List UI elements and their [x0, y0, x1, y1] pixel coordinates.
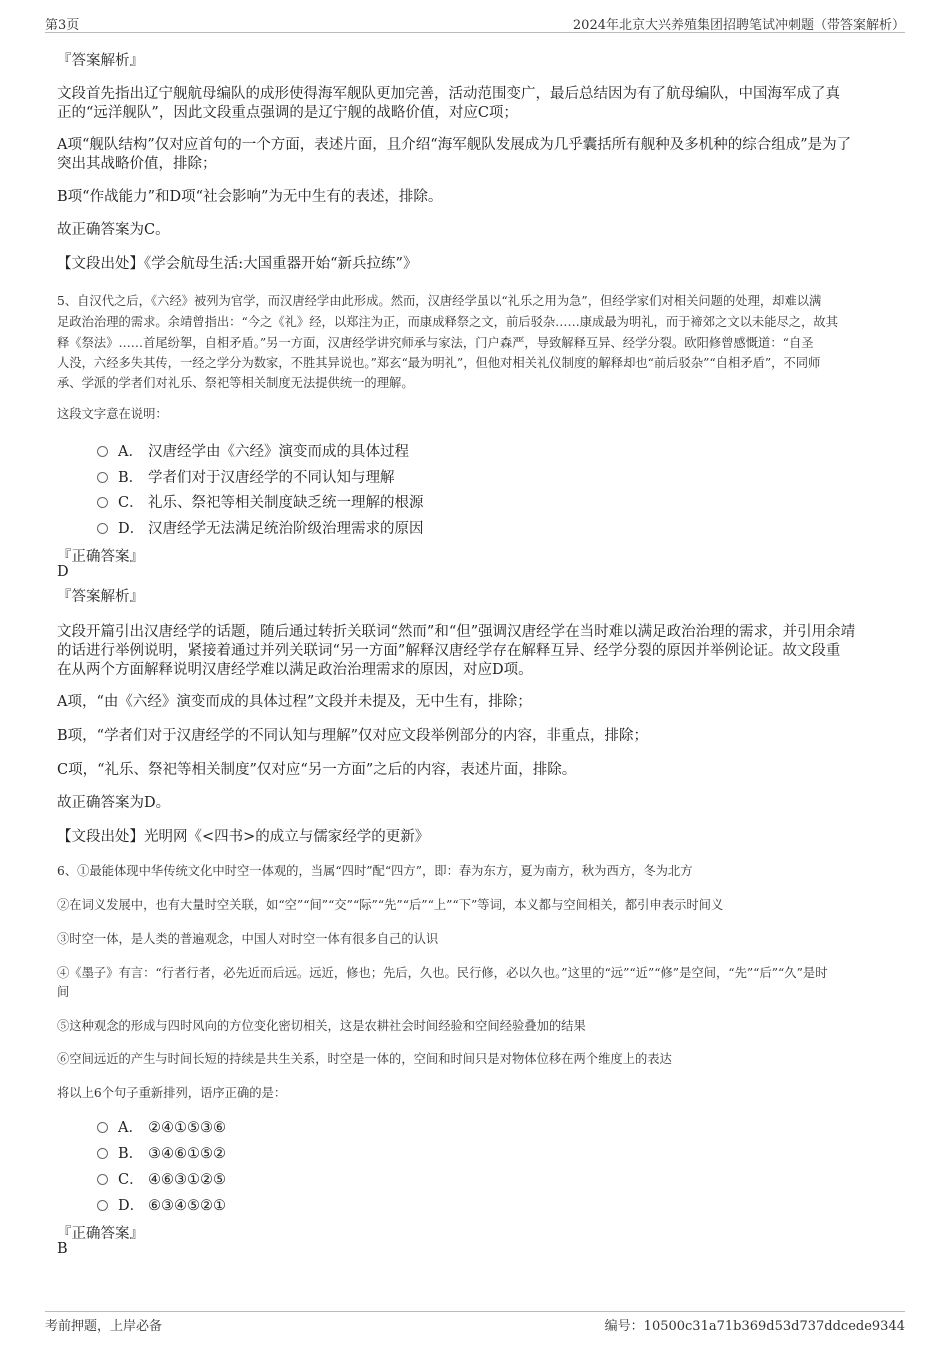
page-number: 第3页 [45, 18, 80, 33]
q4-analysis-p1b: 正的“远洋舰队”，因此文段重点强调的是辽宁舰的战略价值，对应C项； [57, 105, 518, 121]
q5-conclusion: 故正确答案为D。 [57, 795, 171, 811]
q5-analysis-p1b: 的话进行举例说明，紧接着通过并列关联词“另一方面”解释汉唐经学存在解释互异、经学分裂的原因并举例论证。故文段重 [57, 643, 841, 659]
q5-answer: D [57, 564, 69, 580]
q6-option-c[interactable]: C． ④⑥③①②⑤ [97, 1168, 226, 1189]
q4-source: 【文段出处】《学会航母生活:大国重器开始“新兵拉练”》 [57, 256, 418, 272]
page-header [45, 12, 905, 33]
q5-option-a[interactable]: A． 汉唐经学由《六经》演变而成的具体过程 [97, 440, 409, 461]
q6-sentence-6: ⑥空间远近的产生与时间长短的持续是共生关系，时空是一体的，空间和时间只是对物体位移在两个维度上的表达 [57, 1052, 672, 1066]
q5-option-d[interactable]: D． 汉唐经学无法满足统治阶级治理需求的原因 [97, 517, 424, 538]
q5-stem-line4: 人没，六经多失其传，一经之学分为数家，不胜其异说也。”郑玄“最为明礼”，但他对相关礼仪制度的解释却也“前后驳杂”“自相矛盾”，不同师 [57, 356, 821, 370]
q6-answer-label: 『正确答案』 [57, 1226, 144, 1242]
radio-icon[interactable] [97, 523, 108, 534]
document-id: 编号：10500c31a71b369d53d737ddcede9344 [604, 1319, 905, 1334]
q6-sentence-4b: 间 [57, 985, 70, 999]
radio-icon[interactable] [97, 1200, 108, 1211]
q4-analysis-p3: B项“作战能力”和D项“社会影响”为无中生有的表述，排除。 [57, 189, 443, 205]
q5-stem-line1: 5、自汉代之后，《六经》被列为官学，而汉唐经学由此形成。然而，汉唐经学虽以“礼乐之用为急”，但经学家们对相关问题的处理，却难以满 [57, 294, 822, 308]
q6-option-a[interactable]: A． ②④①⑤③⑥ [97, 1116, 226, 1137]
footer-slogan: 考前押题，上岸必备 [45, 1319, 163, 1334]
q5-option-c[interactable]: C． 礼乐、祭祀等相关制度缺乏统一理解的根源 [97, 491, 424, 512]
q4-conclusion: 故正确答案为C。 [57, 222, 170, 238]
radio-icon[interactable] [97, 1148, 108, 1159]
q6-option-d[interactable]: D． ⑥③④⑤②① [97, 1194, 226, 1215]
q5-analysis-p4: C项，“礼乐、祭祀等相关制度”仅对应“另一方面”之后的内容，表述片面，排除。 [57, 762, 577, 778]
q4-analysis-p2b: 突出其战略价值，排除； [57, 156, 217, 172]
q6-sentence-4: ④《墨子》有言：“行者行者，必先近而后远。远近，修也；先后，久也。民行修，必以久也。”这里的“远”“近”“修”是空间，“先”“后”“久”是时 [57, 966, 828, 980]
page-footer [45, 1311, 905, 1334]
q6-option-b[interactable]: B． ③④⑥①⑤② [97, 1142, 226, 1163]
radio-icon[interactable] [97, 446, 108, 457]
q5-analysis-p1c: 在从两个方面解释说明汉唐经学难以满足政治治理需求的原因，对应D项。 [57, 662, 533, 678]
q4-analysis-p1: 文段首先指出辽宁舰航母编队的成形使得海军舰队更加完善，活动范围变广，最后总结因为有了航母编队，中国海军成了真 [57, 86, 840, 102]
q6-answer: B [57, 1241, 68, 1257]
q5-stem-line5: 承、学派的学者们对礼乐、祭祀等相关制度无法提供统一的理解。 [57, 376, 414, 390]
q5-answer-label: 『正确答案』 [57, 549, 144, 565]
q5-analysis-label: 『答案解析』 [57, 589, 144, 605]
q6-prompt: 将以上6个句子重新排列，语序正确的是： [57, 1086, 287, 1100]
q5-stem-line2: 足政治治理的需求。余靖曾指出：“今之《礼》经，以郑注为正，而康成释祭之文，前后驳杂……康成最为明礼，而于禘郊之文以未能尽之，故其 [57, 315, 838, 329]
q5-analysis-p3: B项，“学者们对于汉唐经学的不同认知与理解”仅对应文段举例部分的内容，非重点，排除； [57, 728, 648, 744]
radio-icon[interactable] [97, 1174, 108, 1185]
q6-sentence-3: ③时空一体，是人类的普遍观念，中国人对时空一体有很多自己的认识 [57, 932, 439, 946]
q5-source: 【文段出处】光明网《<四书>的成立与儒家经学的更新》 [57, 829, 430, 845]
q6-sentence-1: 6、①最能体现中华传统文化中时空一体观的，当属“四时”配“四方”，即：春为东方，夏为南方，秋为西方，冬为北方 [57, 864, 693, 878]
radio-icon[interactable] [97, 1122, 108, 1133]
q5-stem-line3: 释《祭法》……首尾纷挐，自相矛盾。”另一方面，汉唐经学讲究师承与家法，门户森严，导致解释互异、经学分裂。欧阳修曾感慨道：“自圣 [57, 336, 814, 350]
q5-option-b[interactable]: B． 学者们对于汉唐经学的不同认知与理解 [97, 466, 395, 487]
q5-prompt: 这段文字意在说明： [57, 407, 168, 421]
q4-analysis-p2: A项“舰队结构”仅对应首句的一个方面，表述片面，且介绍“海军舰队发展成为几乎囊括所有舰种及多机种的综合组成”是为了 [57, 137, 852, 153]
q5-analysis-p2: A项，“由《六经》演变而成的具体过程”文段并未提及，无中生有，排除； [57, 694, 532, 710]
radio-icon[interactable] [97, 472, 108, 483]
q4-analysis-label: 『答案解析』 [57, 53, 144, 69]
q6-sentence-2: ②在词义发展中，也有大量时空关联，如“空”“间”“交”“际”“先”“后”“上”“下”等词，本义都与空间相关，都引申表示时间义 [57, 898, 724, 912]
document-title: 2024年北京大兴养殖集团招聘笔试冲刺题（带答案解析） [572, 18, 905, 33]
q6-sentence-5: ⑤这种观念的形成与四时风向的方位变化密切相关，这是农耕社会时间经验和空间经验叠加的结果 [57, 1019, 586, 1033]
radio-icon[interactable] [97, 497, 108, 508]
q5-analysis-p1: 文段开篇引出汉唐经学的话题，随后通过转折关联词“然而”和“但”强调汉唐经学在当时难以满足政治治理的需求，并引用余靖 [57, 624, 856, 640]
